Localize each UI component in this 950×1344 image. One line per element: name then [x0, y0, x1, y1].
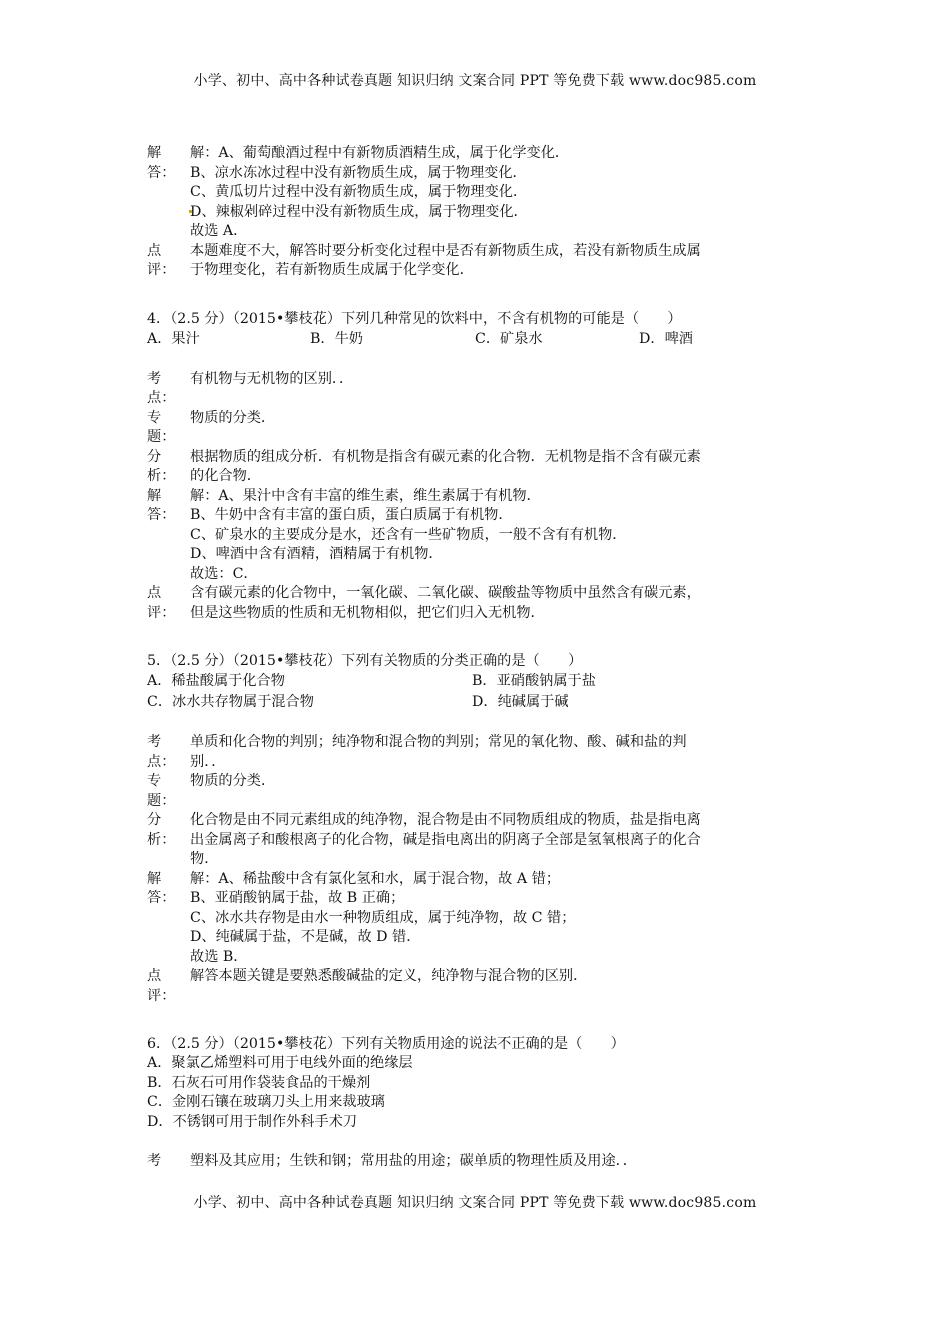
line: 于物理变化，若有新物质生成属于化学变化．	[190, 262, 474, 278]
q5-zhuanti-block: 专 题： 物质的分类．	[147, 773, 276, 809]
option-d: D．不锈钢可用于制作外科手术刀	[147, 1113, 358, 1130]
q4-dianping-block: 点 评： 含有碳元素的化合物中，一氧化碳、二氧化碳、碳酸盐等物质中虽然含有碳元素， 但是这些物质的性质和无机物相似，把它们归入无机物．	[147, 585, 701, 621]
option-b: B．石灰石可用作袋装食品的干燥剂	[147, 1074, 371, 1091]
option-c: C．金刚石镶在玻璃刀头上用来裁玻璃	[147, 1094, 385, 1110]
q4-kaodian-block: 考 点： 有机物与无机物的区别．．	[147, 370, 354, 406]
question-6-stem: 6．（2.5 分）（2015•攀枝花）下列有关物质用途的说法不正确的是（ ）	[147, 1036, 625, 1052]
q6-kaodian-block: 考 塑料及其应用；生铁和钢；常用盐的用途；碳单质的物理性质及用途．．	[147, 1153, 637, 1169]
option-b: B．牛奶	[310, 330, 363, 347]
option-a: A．聚氯乙烯塑料可用于电线外面的绝缘层	[147, 1055, 413, 1071]
line: C、黄瓜切片过程中没有新物质生成，属于物理变化．	[190, 184, 528, 200]
q5-kaodian-block: 考 点： 单质和化合物的判别；纯净物和混合物的判别；常见的氧化物、酸、碱和盐的判 别．．	[147, 734, 687, 770]
question-5-stem: 5．（2.5 分）（2015•攀枝花）下列有关物质的分类正确的是（ ）	[147, 653, 583, 669]
question-5-options-row1	[147, 671, 797, 692]
option-d: D．啤酒	[639, 330, 693, 347]
q4-zhuanti-block: 专 题： 物质的分类．	[147, 409, 276, 445]
question-4-options	[147, 329, 797, 350]
prev-jieda-block: 解 答： 解：A、葡萄酿酒过程中有新物质酒精生成，属于化学变化． B、凉水冻冰过程中没有新物质生成，属于物理变化． C、黄瓜切片过程中没有新物质生成，属于物理变化． D、辣椒剁碎过程中没有新物质生成，属于物理变化． 故选 A．	[147, 144, 797, 242]
question-4-stem: 4．（2.5 分）（2015•攀枝花）下列几种常见的饮料中，不含有机物的可能是（ ）	[147, 310, 682, 327]
option-c: C．冰水共存物属于混合物	[147, 694, 314, 710]
prev-dianping-block: 点 评： 本题难度不大，解答时要分析变化过程中是否有新物质生成，若没有新物质生成属 于物理变化，若有新物质生成属于化学变化．	[147, 242, 797, 281]
q4-jieda-block: 解 答： 解：A、果汁中含有丰富的维生素，维生素属于有机物． B、牛奶中含有丰富的蛋白质，蛋白质属于有机物． C、矿泉水的主要成分是水，还含有一些矿物质，一般不含有有机物． D、啤酒中含有酒精，酒精属于有机物． 故选：C．	[147, 487, 627, 582]
question-5-options-row2	[147, 692, 797, 713]
line: 解：A、葡萄酿酒过程中有新物质酒精生成，属于化学变化．	[190, 145, 570, 161]
q5-jieda-block: 解 答： 解：A、稀盐酸中含有氯化氢和水，属于混合物，故 A 错； B、亚硝酸钠属于盐，故 B 正确； C、冰水共存物是由水一种物质组成，属于纯净物，故 C 错； D、纯碱属于盐，不是碱，故 D 错． 故选 B．	[147, 870, 576, 965]
page-header: 小学、初中、高中各种试卷真题 知识归纳 文案合同 PPT 等免费下载 www.doc985.com	[193, 73, 757, 89]
line: 故选 A．	[190, 223, 248, 239]
line: B、凉水冻冰过程中没有新物质生成，属于物理变化．	[190, 164, 527, 181]
option-d: D．纯碱属于碱	[472, 694, 569, 710]
q5-dianping-block: 点 评： 解答本题关键是要熟悉酸碱盐的定义，纯净物与混合物的区别．	[147, 968, 588, 1004]
q5-fenxi-block: 分 析： 化合物是由不同元素组成的纯净物，混合物是由不同物质组成的物质，盐是指电离 出金属离子和酸根离子的化合物，碱是指电离出的阴离子全部是氢氧根离子的化合 物．	[147, 812, 701, 867]
option-c: C．矿泉水	[475, 330, 543, 347]
option-a: A．稀盐酸属于化合物	[147, 673, 285, 689]
line: D、辣椒剁碎过程中没有新物质生成，属于物理变化．	[190, 203, 528, 220]
page-footer: 小学、初中、高中各种试卷真题 知识归纳 文案合同 PPT 等免费下载 www.doc985.com	[193, 1195, 757, 1211]
document-body	[147, 144, 797, 1172]
option-a: A．果汁	[147, 330, 200, 347]
option-b: B．亚硝酸钠属于盐	[472, 673, 596, 689]
q4-fenxi-block: 分 析： 根据物质的组成分析．有机物是指含有碳元素的化合物．无机物是指不含有碳元素 的化合物．	[147, 448, 701, 484]
line: 本题难度不大，解答时要分析变化过程中是否有新物质生成，若没有新物质生成属	[190, 242, 701, 259]
